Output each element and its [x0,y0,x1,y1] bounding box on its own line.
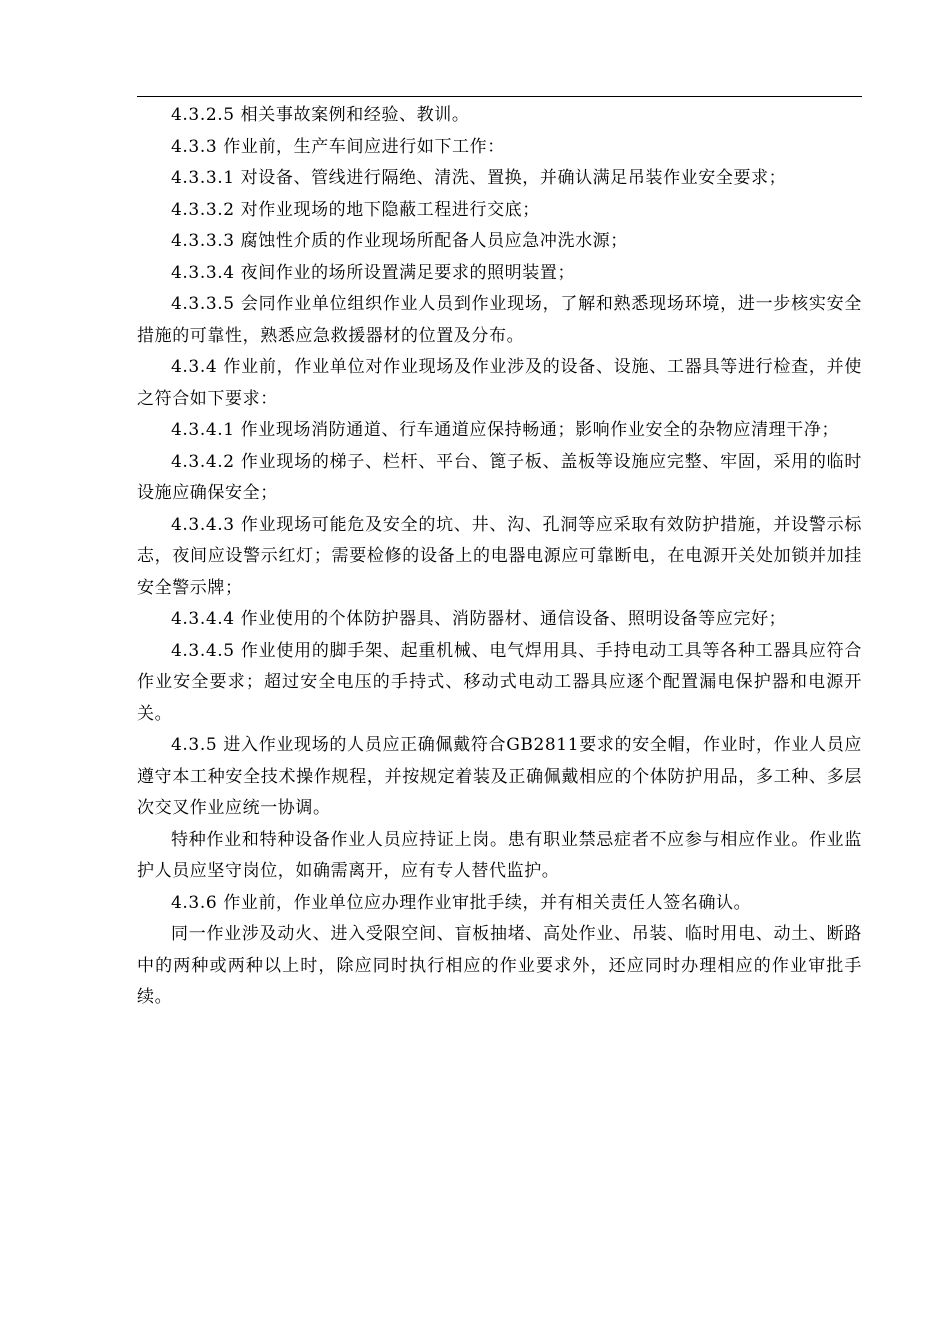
paragraph-4-3-6: 4.3.6 作业前，作业单位应办理作业审批手续，并有相关责任人签名确认。 [171,892,752,913]
header-rule [137,96,862,97]
paragraph-multiple-operations: 同一作业涉及动火、进入受限空间、盲板抽堵、高处作业、吊装、临时用电、动土、断路中的两种或两种以上时，除应同时执行相应的作业要求外，还应同时办理相应的作业审批手续。 [137,924,862,1007]
paragraph-4-3-4-2: 4.3.4.2 作业现场的梯子、栏杆、平台、篦子板、盖板等设施应完整、牢固，采用的临时设施应确保安全； [137,451,862,503]
paragraph-special-operations: 特种作业和特种设备作业人员应持证上岗。患有职业禁忌症者不应参与相应作业。作业监护人员应坚守岗位，如确需离开，应有专人替代监护。 [137,829,862,881]
document-body [137,100,862,1014]
paragraph-4-3-2-5: 4.3.2.5 相关事故案例和经验、教训。 [171,105,470,125]
paragraph-4-3-3-5: 4.3.3.5 会同作业单位组织作业人员到作业现场，了解和熟悉现场环境，进一步核实安全措施的可靠性，熟悉应急救援器材的位置及分布。 [137,294,862,346]
paragraph-4-3-3: 4.3.3 作业前，生产车间应进行如下工作： [171,136,505,157]
paragraph-4-3-4: 4.3.4 作业前，作业单位对作业现场及作业涉及的设备、设施、工器具等进行检查，并使之符合如下要求： [137,357,862,409]
paragraph-4-3-4-4: 4.3.4.4 作业使用的个体防护器具、消防器材、通信设备、照明设备等应完好； [171,609,787,629]
paragraph-4-3-3-4: 4.3.3.4 夜间作业的场所设置满足要求的照明装置； [171,262,576,283]
paragraph-4-3-3-2: 4.3.3.2 对作业现场的地下隐蔽工程进行交底； [171,199,540,220]
paragraph-4-3-4-3: 4.3.4.3 作业现场可能危及安全的坑、井、沟、孔洞等应采取有效防护措施，并设警示标志，夜间应设警示红灯；需要检修的设备上的电器电源应可靠断电，在电源开关处加锁并加挂安全警示牌； [137,514,862,598]
paragraph-4-3-5: 4.3.5 进入作业现场的人员应正确佩戴符合GB2811要求的安全帽，作业时，作业人员应遵守本工种安全技术操作规程，并按规定着装及正确佩戴相应的个体防护用品，多工种、多层次交叉作业应统一协调。 [137,735,862,818]
paragraph-4-3-3-1: 4.3.3.1 对设备、管线进行隔绝、清洗、置换，并确认满足吊装作业安全要求； [171,168,787,188]
paragraph-4-3-4-1: 4.3.4.1 作业现场消防通道、行车通道应保持畅通；影响作业安全的杂物应清理干净； [171,420,840,440]
paragraph-4-3-4-5: 4.3.4.5 作业使用的脚手架、起重机械、电气焊用具、手持电动工具等各种工器具应符合作业安全要求；超过安全电压的手持式、移动式电动工器具应逐个配置漏电保护器和电源开关。 [137,640,862,724]
paragraph-4-3-3-3: 4.3.3.3 腐蚀性介质的作业现场所配备人员应急冲洗水源； [171,231,628,251]
